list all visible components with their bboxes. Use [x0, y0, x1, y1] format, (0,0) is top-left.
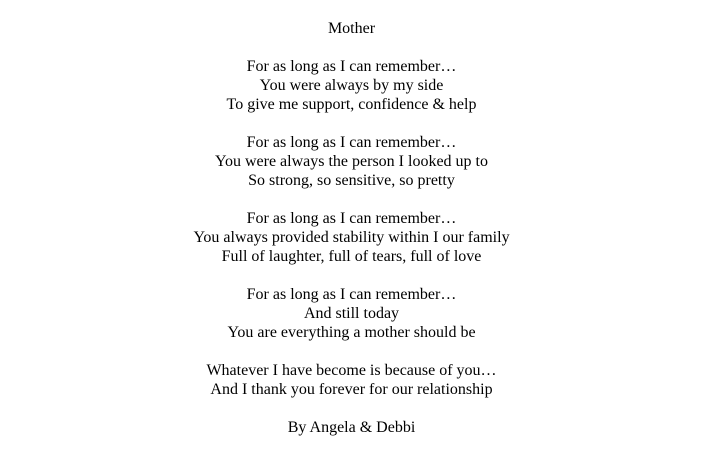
- poem-line: Full of laughter, full of tears, full of love: [221, 248, 482, 265]
- stanza-gap: [0, 114, 703, 133]
- stanza-gap: [0, 342, 703, 361]
- poem-line: To give me support, confidence & help: [226, 96, 477, 113]
- poem-line: And still today: [303, 305, 400, 322]
- stanza-gap: [0, 266, 703, 285]
- stanza-gap: [0, 190, 703, 209]
- poem-line: You are everything a mother should be: [227, 324, 476, 341]
- poem-line: For as long as I can remember…: [246, 58, 457, 75]
- stanza-3: [0, 209, 703, 266]
- poem-line: For as long as I can remember…: [246, 210, 457, 227]
- poem-line: For as long as I can remember…: [246, 134, 457, 151]
- stanza-gap: [0, 38, 703, 57]
- stanza-1: [0, 57, 703, 114]
- stanza-2: [0, 133, 703, 190]
- poem-line: You were always the person I looked up to: [215, 153, 488, 170]
- poem-byline: By Angela & Debbi: [287, 419, 416, 436]
- poem-line: Whatever I have become is because of you…: [206, 362, 497, 379]
- stanza-4: [0, 285, 703, 342]
- poem-line: So strong, so sensitive, so pretty: [248, 172, 455, 189]
- poem: [0, 19, 703, 437]
- poem-line: You always provided stability within I our family: [193, 229, 510, 246]
- stanza-gap: [0, 399, 703, 418]
- poem-line: And I thank you forever for our relationship: [210, 381, 493, 398]
- poem-title: Mother: [327, 20, 376, 37]
- stanza-5: [0, 361, 703, 399]
- poem-line: For as long as I can remember…: [246, 286, 457, 303]
- poem-line: You were always by my side: [259, 77, 444, 94]
